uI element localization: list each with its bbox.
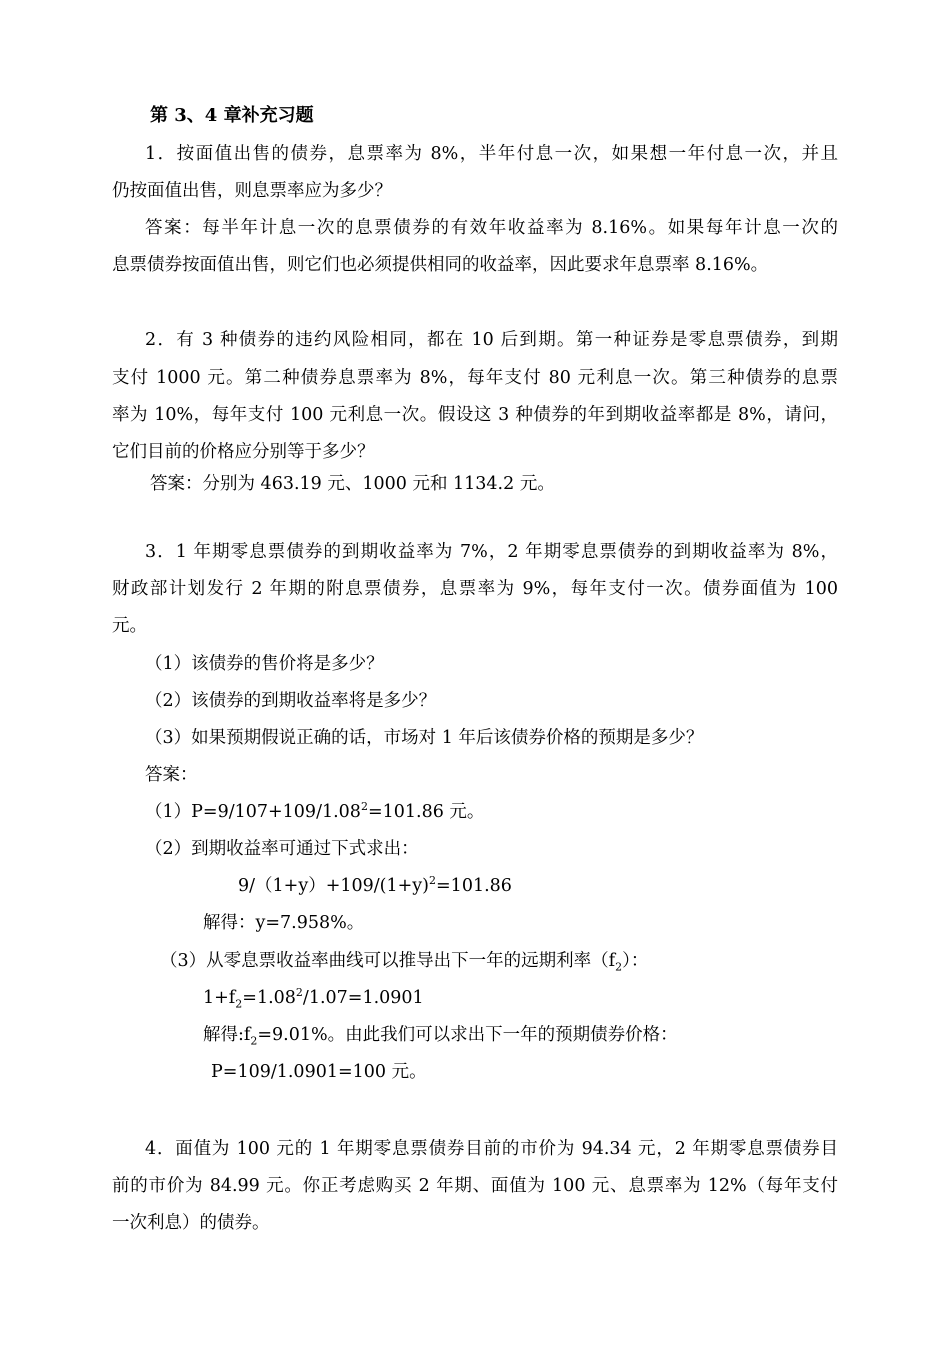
q3-answer-1-result: =101.86 元。 [367,802,485,822]
q3-answer-3 [160,949,648,973]
q1-answer-line-2: 息票债券按面值出售，则它们也必须提供相同的收益率，因此要求年息票率 8.16%。 [112,255,769,275]
q3-answer-label: 答案： [145,765,198,785]
q3-formula-subscript: 2 [235,997,243,1011]
q3-expected-price: P=109/1.0901=100 元。 [211,1062,427,1082]
q3-solution-2-text: 解得:f [203,1025,251,1045]
q3-equation-text: 9/（1+y）+109/(1+y) [238,876,430,896]
q3-solution-1: 解得：y=7.958%。 [203,913,365,933]
q2-line-4: 它们目前的价格应分别等于多少？ [112,442,375,462]
q4-line-2: 前的市价为 84.99 元。你正考虑购买 2 年期、面值为 100 元、息票率为 12%（每年支付 [112,1176,838,1196]
q3-solution-2 [203,1023,678,1047]
q3-sub-question-1: （1）该债券的售价将是多少？ [145,654,384,674]
q3-answer-1-exponent: 2 [360,800,368,814]
q3-answer-2: （2）到期收益率可通过下式求出： [145,839,419,859]
q3-formula-part-2: =1.08 [242,988,296,1008]
q1-answer-line-1: 答案：每半年计息一次的息票债券的有效年收益率为 8.16%。如果每年计息一次的 [145,218,838,238]
q2-line-2: 支付 1000 元。第二种债券息票率为 8%，每年支付 80 元利息一次。第三种债券的息票 [112,368,838,388]
q3-equation-result: =101.86 [436,876,512,896]
q3-formula-part-3: /1.07=1.0901 [302,988,424,1008]
q3-answer-3-tail: ）： [622,951,649,971]
page-title: 第 3、4 章补充习题 [150,105,314,126]
q4-line-1: 4．面值为 100 元的 1 年期零息票债券目前的市价为 94.34 元，2 年期零息票债券目 [145,1139,838,1159]
q3-solution-2-subscript: 2 [250,1034,258,1048]
q3-answer-1-text: （1）P=9/107+109/1.08 [145,802,361,822]
q4-line-3: 一次利息）的债券。 [112,1213,270,1233]
q3-forward-rate-formula [203,986,424,1010]
q3-line-3: 元。 [112,616,147,636]
q3-line-2: 财政部计划发行 2 年期的附息票债券，息票率为 9%，每年支付一次。债券面值为 100 [112,579,838,599]
q3-equation-exponent: 2 [429,874,437,888]
q3-formula-part-1: 1+f [203,988,236,1008]
q1-line-1: 1．按面值出售的债券，息票率为 8%，半年付息一次，如果想一年付息一次，并且 [145,144,838,164]
q2-line-3: 率为 10%，每年支付 100 元利息一次。假设这 3 种债券的年到期收益率都是 8%，请问， [112,405,838,425]
q3-equation [238,874,512,898]
q3-line-1: 3．1 年期零息票债券的到期收益率为 7%，2 年期零息票债券的到期收益率为 8%， [145,542,838,562]
q3-answer-1 [145,800,484,824]
q3-answer-3-subscript: 2 [615,960,623,974]
q3-formula-exponent: 2 [295,986,303,1000]
q2-answer: 答案：分别为 463.19 元、1000 元和 1134.2 元。 [150,474,555,494]
q3-sub-question-2: （2）该债券的到期收益率将是多少？ [145,691,437,711]
q1-line-2: 仍按面值出售，则息票率应为多少？ [112,181,392,201]
q3-solution-2-tail: =9.01%。由此我们可以求出下一年的预期债券价格： [257,1025,678,1045]
q2-line-1: 2．有 3 种债券的违约风险相同，都在 10 后到期。第一种证券是零息票债券，到期 [145,330,838,350]
q3-sub-question-3: （3）如果预期假说正确的话，市场对 1 年后该债券价格的预期是多少？ [145,728,704,748]
q3-answer-3-text: （3）从零息票收益率曲线可以推导出下一年的远期利率（f [160,951,616,971]
